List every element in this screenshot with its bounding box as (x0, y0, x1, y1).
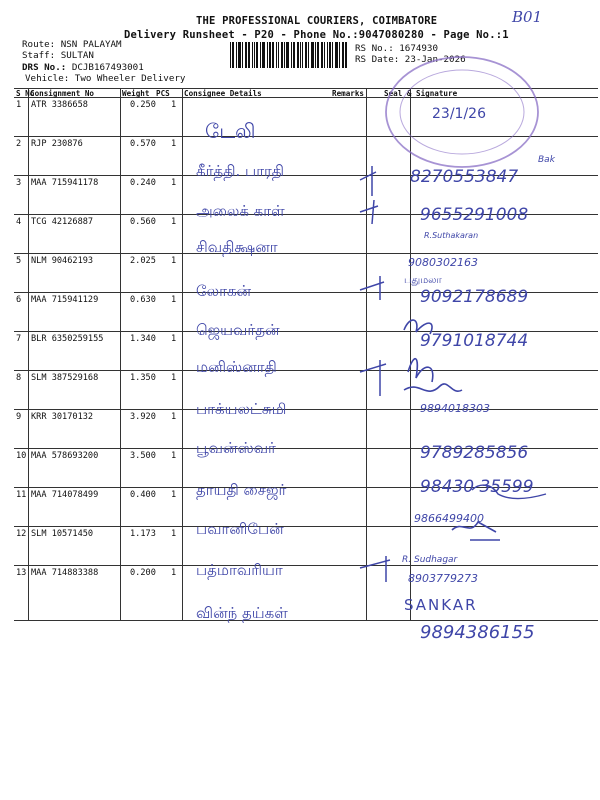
row-consignment-no: SLM 10571450 (31, 529, 94, 539)
row-consignment-no: MAA 715941178 (31, 178, 99, 188)
row-signature-phone: 9791018744 (420, 331, 529, 351)
row-sno: 2 (16, 139, 22, 149)
stamp-date: 23/1/26 (432, 106, 486, 122)
row-weight: 0.240 (130, 178, 156, 188)
row-pcs: 1 (171, 451, 177, 461)
row-pcs: 1 (171, 529, 177, 539)
row-pcs: 1 (171, 217, 177, 227)
row-consignee-name: லோகன் (196, 282, 252, 300)
row-consignee-name: மனிஸ்னாதி (196, 358, 277, 376)
row-weight: 1.173 (130, 529, 156, 539)
row-consignee-name: பத்மாவரியா (196, 561, 283, 579)
row-consignee-name: பாக்யலட்சுமி (196, 400, 287, 418)
rs-number: RS No.: 1674930 (355, 43, 438, 54)
row-weight: 0.200 (130, 568, 156, 578)
row-pcs: 1 (171, 373, 177, 383)
row-sno: 11 (16, 490, 27, 500)
row-pcs: 1 (171, 178, 177, 188)
row-consignment-no: NLM 90462193 (31, 256, 94, 266)
row-consignment-no: MAA 578693200 (31, 451, 99, 461)
row-signature-phone: 9894386155 (420, 622, 535, 643)
row-pcs: 1 (171, 295, 177, 305)
row-weight: 2.025 (130, 256, 156, 266)
row-consignment-no: ATR 3386658 (31, 100, 88, 110)
row-weight: 0.400 (130, 490, 156, 500)
row-consignment-no: BLR 6350259155 (31, 334, 104, 344)
drs-value: DCJB167493001 (71, 62, 144, 73)
sig-name-r13: SANKAR (404, 596, 478, 614)
col-consignee-header: Consignee Details (184, 89, 262, 98)
row-weight: 0.570 (130, 139, 156, 149)
row-pcs: 1 (171, 568, 177, 578)
row-signature-phone: 98430 35599 (420, 477, 534, 497)
row-consignee-name: பவானிபேன் (196, 520, 284, 538)
row-weight: 0.630 (130, 295, 156, 305)
row-pcs: 1 (171, 139, 177, 149)
row-consignment-no: MAA 715941129 (31, 295, 99, 305)
row-sno: 7 (16, 334, 22, 344)
row-sno: 13 (16, 568, 27, 578)
row-sno: 1 (16, 100, 22, 110)
row-weight: 3.920 (130, 412, 156, 422)
row-consignee-name: பூவன்ஸ்வர் (196, 439, 276, 457)
row-signature-phone: 9866499400 (414, 512, 484, 525)
rs-date: RS Date: 23-Jan-2026 (355, 54, 466, 65)
company-title: THE PROFESSIONAL COURIERS, COIMBATORE (196, 15, 438, 27)
row-sno: 8 (16, 373, 22, 383)
row-sno: 6 (16, 295, 22, 305)
row-consignment-no: MAA 714078499 (31, 490, 99, 500)
row-sno: 5 (16, 256, 22, 266)
row-sno: 10 (16, 451, 27, 461)
row-weight: 0.560 (130, 217, 156, 227)
sig-note-r5: பதுமலா (404, 275, 442, 286)
row-weight: 1.340 (130, 334, 156, 344)
row-pcs: 1 (171, 334, 177, 344)
row-weight: 3.500 (130, 451, 156, 461)
row-consignee-name: அலைக் காள் (196, 202, 285, 220)
col-remarks-header: Remarks (332, 89, 365, 98)
col-weight-header: Weight (122, 89, 150, 98)
sig-note-bak: Bak (538, 155, 555, 165)
runsheet-subtitle: Delivery Runsheet - P20 - Phone No.:9047080280 - Page No.:1 (124, 29, 509, 41)
handwritten-code: B01 (512, 8, 543, 26)
row-consignment-no: KRR 30170132 (31, 412, 94, 422)
row-signature-phone: 8903779273 (408, 572, 478, 585)
row-consignee-name: டேலி (205, 119, 256, 143)
row-pcs: 1 (171, 100, 177, 110)
sig-name-r12: R. Sudhagar (402, 555, 458, 565)
staff-text: Staff: SULTAN (22, 50, 94, 61)
row-weight: 0.250 (130, 100, 156, 110)
col-consignment-header: Consignment No (30, 89, 95, 98)
row-sno: 3 (16, 178, 22, 188)
row-signature-phone: 9894018303 (420, 402, 490, 415)
row-sno: 4 (16, 217, 22, 227)
vehicle-text: Vehicle: Two Wheeler Delivery (25, 73, 186, 84)
row-signature-phone: 9789285856 (420, 443, 529, 463)
drs-label: DRS No.: (22, 62, 67, 73)
row-sno: 12 (16, 529, 27, 539)
row-consignment-no: TCG 42126887 (31, 217, 94, 227)
row-consignee-name: வின்ந் தய்கள் (196, 604, 288, 622)
row-signature-phone: 8270553847 (410, 167, 519, 187)
col-pcs-header: PCS (156, 89, 170, 98)
row-consignment-no: SLM 387529168 (31, 373, 99, 383)
row-consignee-name: கீர்த்தி. பாரதி (196, 162, 285, 180)
sig-note-r4: R.Suthakaran (424, 231, 479, 240)
row-consignment-no: RJP 230876 (31, 139, 83, 149)
route-text: Route: NSN PALAYAM (22, 39, 122, 50)
row-weight: 1.350 (130, 373, 156, 383)
row-pcs: 1 (171, 412, 177, 422)
row-consignee-name: சிவதிக்ஷனா (196, 238, 278, 256)
row-pcs: 1 (171, 256, 177, 266)
row-signature-phone: 9080302163 (408, 256, 478, 269)
row-consignee-name: ஜெயவர்தன் (196, 321, 280, 339)
col-seal-header: Seal & Signature (384, 89, 458, 98)
row-sno: 9 (16, 412, 22, 422)
col-sno-header: S No (16, 89, 35, 98)
row-signature-phone: 9655291008 (420, 205, 529, 225)
row-consignee-name: தாயதி சைஜர் (196, 481, 287, 499)
row-pcs: 1 (171, 490, 177, 500)
row-signature-phone: 9092178689 (420, 287, 529, 307)
row-consignment-no: MAA 714883388 (31, 568, 99, 578)
